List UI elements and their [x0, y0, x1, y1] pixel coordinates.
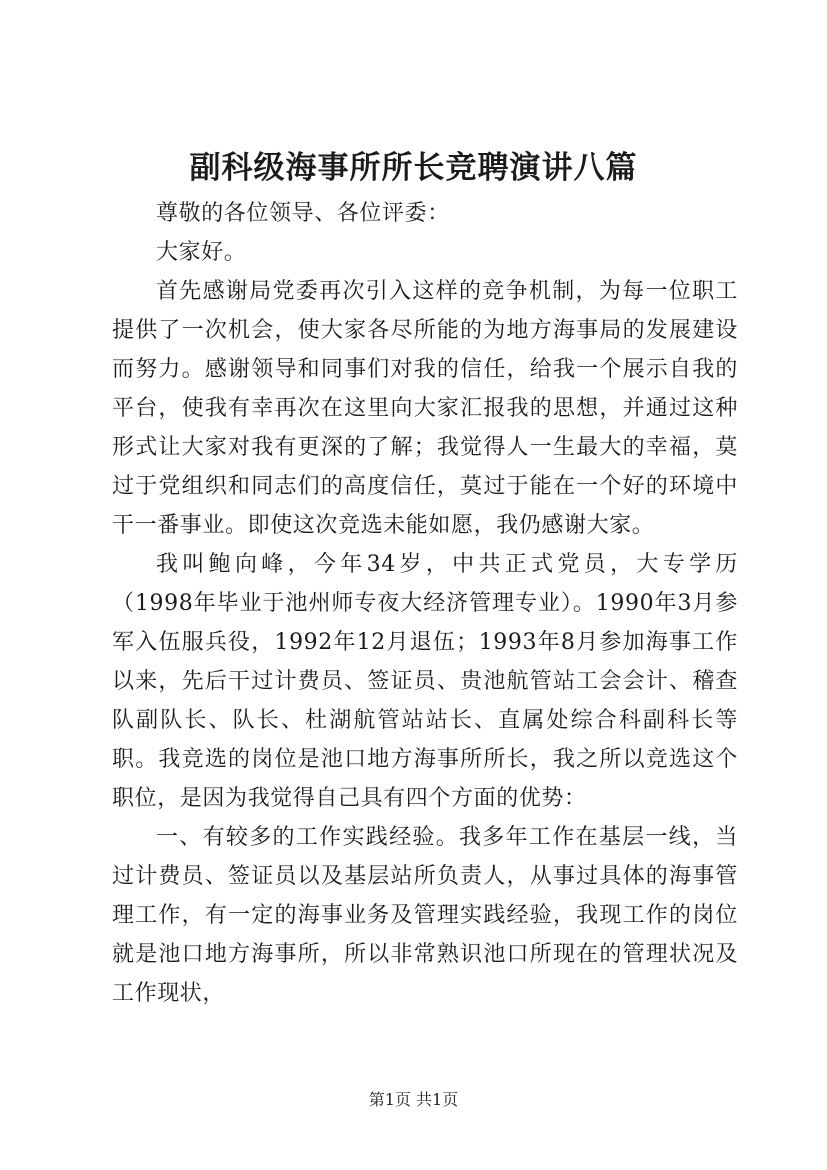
greeting-paragraph: 大家好。 [156, 240, 247, 265]
advantage-one-paragraph: 一、有较多的工作实践经验。我多年工作在基层一线，当过计费员、签证员以及基层站所负责人，从事过具体的海事管理工作，有一定的海事业务及管理实践经验，我现工作的岗位就是池口地方海事所，所以非常熟识池口所现在的管理状况及工作现状， [112, 825, 738, 1006]
salutation-paragraph: 尊敬的各位领导、各位评委： [156, 201, 450, 226]
document-title: 副科级海事所所长竞聘演讲八篇 [189, 150, 638, 186]
page-footer: 第1页 共1页 [368, 1090, 459, 1109]
document-body [112, 194, 738, 1013]
thanks-paragraph: 首先感谢局党委再次引入这样的竞争机制，为每一位职工提供了一次机会，使大家各尽所能的为地方海事局的发展建设而努力。感谢领导和同事们对我的信任，给我一个展示自我的平台，使我有幸再次在这里向大家汇报我的思想，并通过这种形式让大家对我有更深的了解；我觉得人一生最大的幸福，莫过于党组织和同志们的高度信任，莫过于能在一个好的环境中干一番事业。即使这次竞选未能如愿，我仍感谢大家。 [112, 279, 738, 538]
introduction-paragraph: 我叫鲍向峰，今年34岁，中共正式党员，大专学历（1998年毕业于池州师专夜大经济管理专业）。1990年3月参军入伍服兵役，1992年12月退伍；1993年8月参加海事工作以来，先后干过计费员、签证员、贵池航管站工会会计、稽查队副队长、队长、杜湖航管站站长、直属处综合科副科长等职。我竞选的岗位是池口地方海事所所长，我之所以竞选这个职位，是因为我觉得自己具有四个方面的优势： [112, 552, 738, 811]
